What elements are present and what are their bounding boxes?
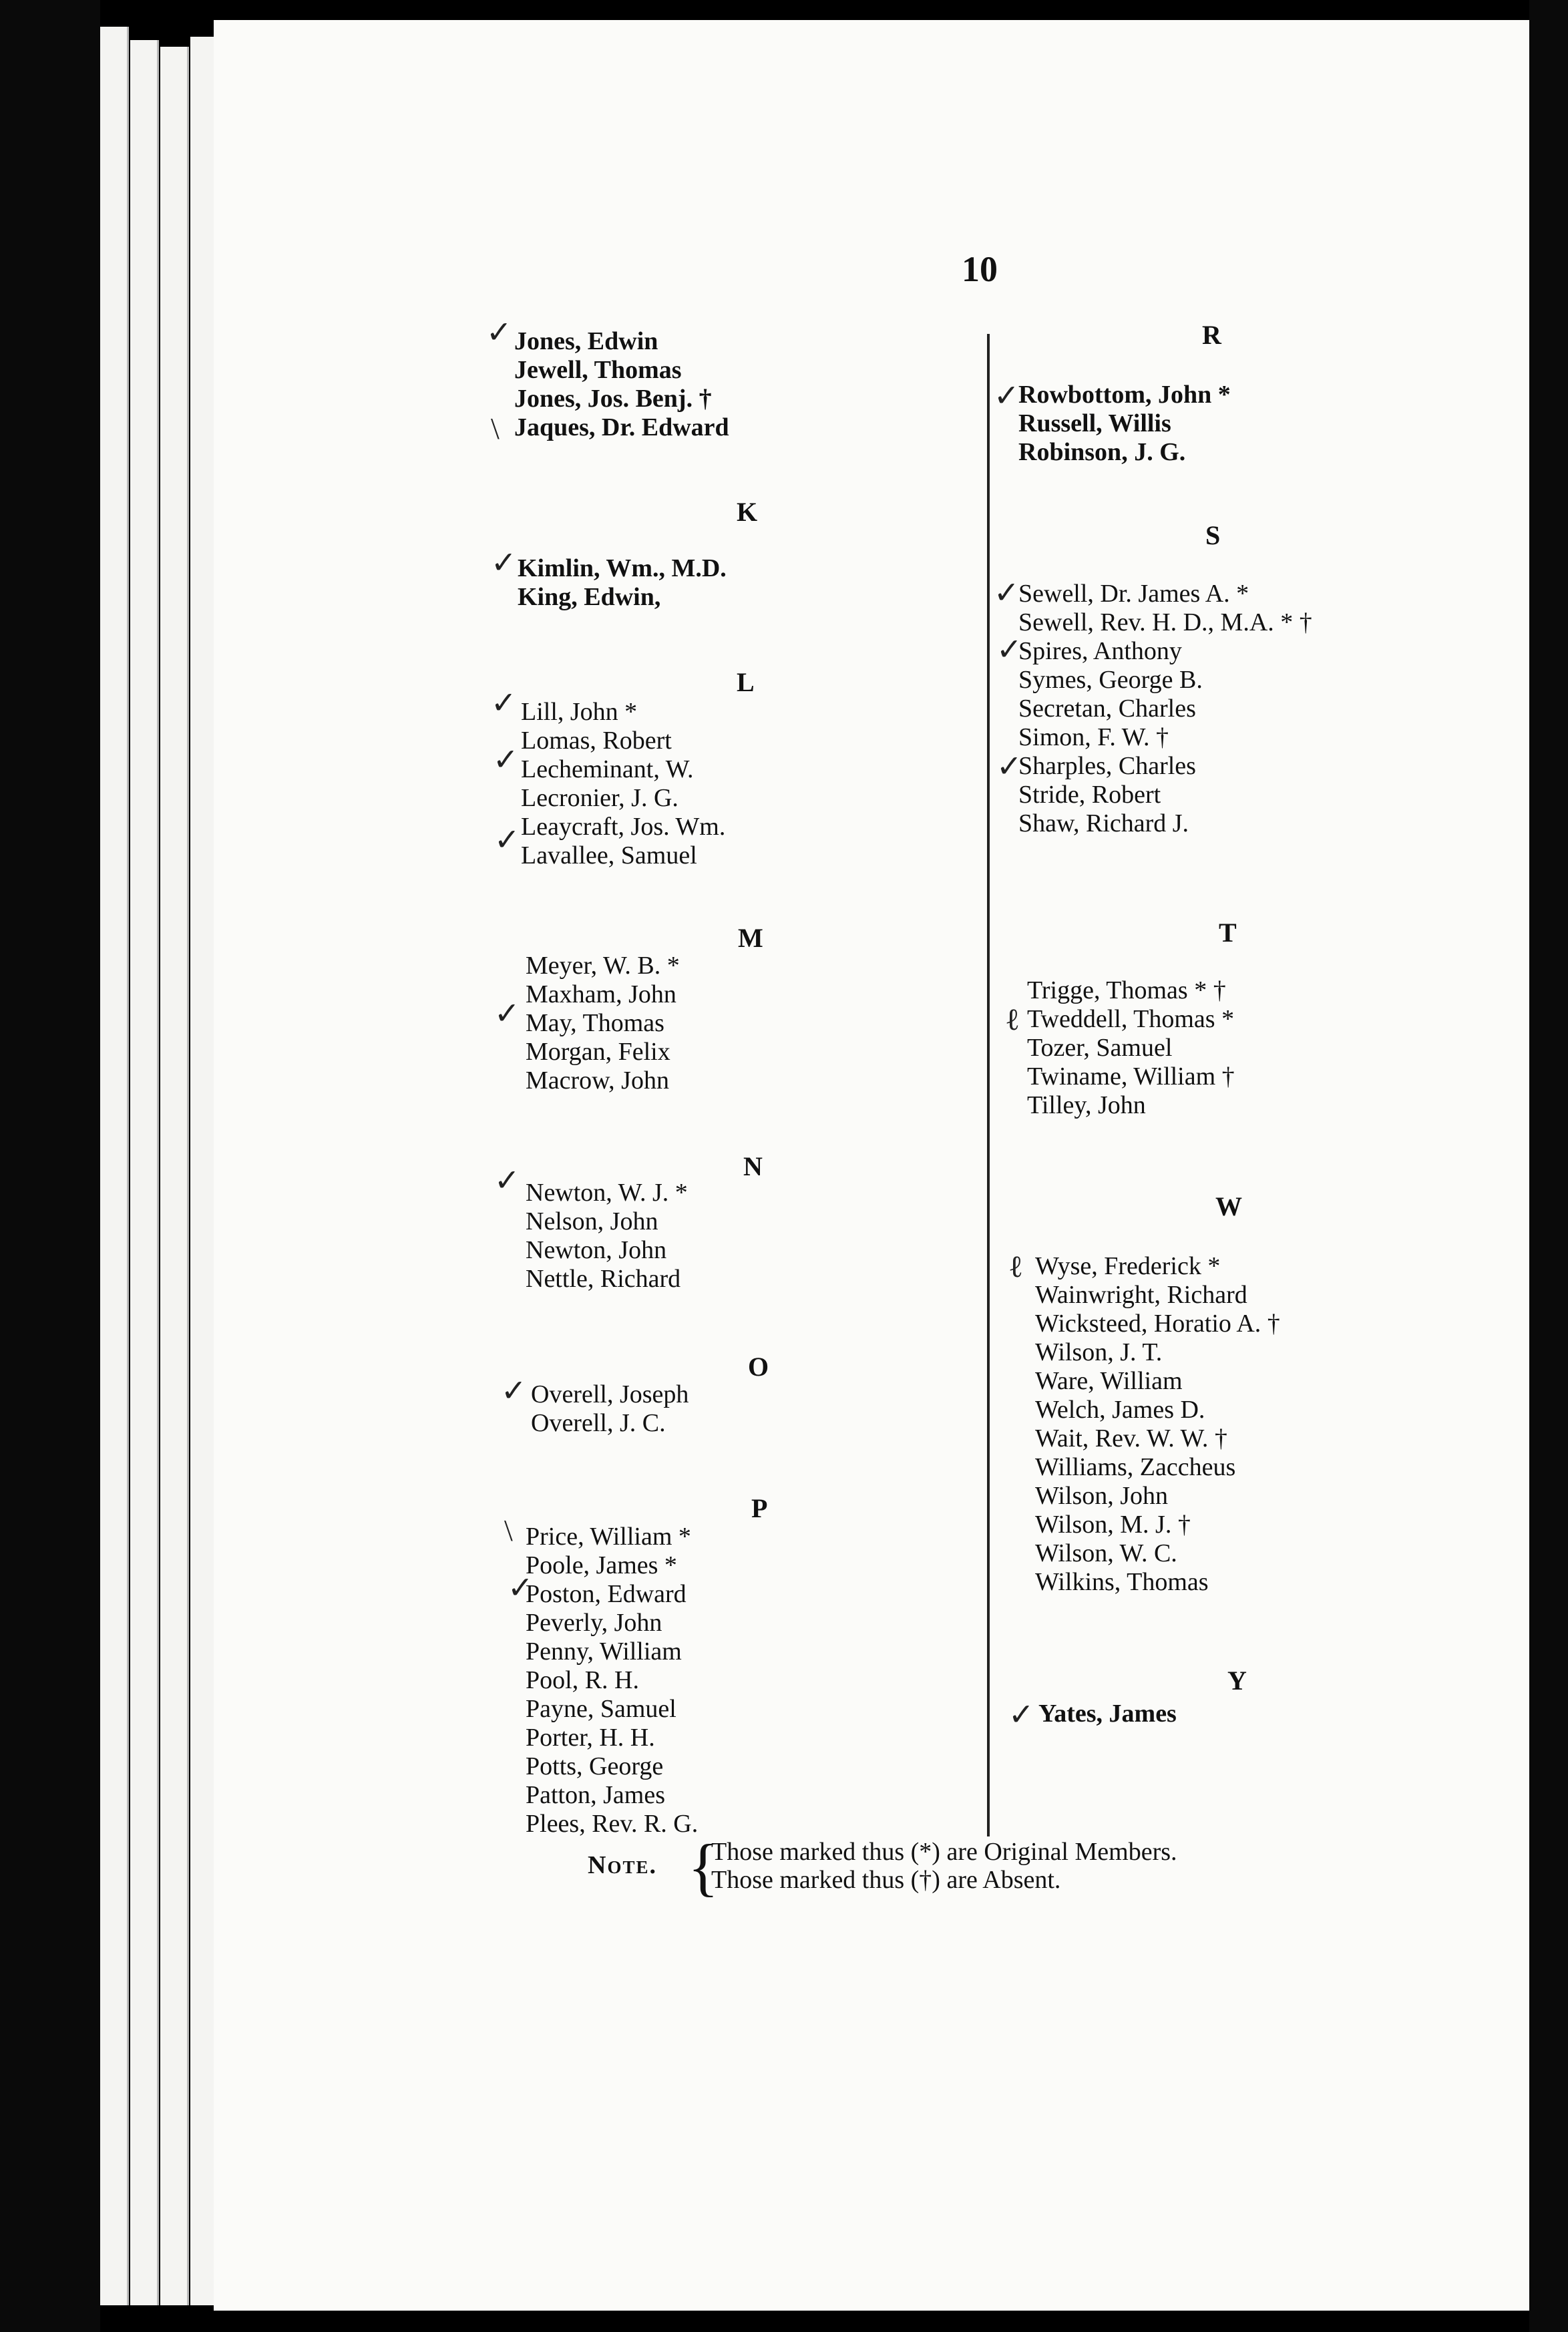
column-divider [987, 334, 990, 1836]
check-mark-icon: ✓ [994, 379, 1020, 413]
list-item: Tozer, Samuel [1027, 1034, 1173, 1062]
list-item: Symes, George B. [1018, 666, 1203, 694]
list-item: Penny, William [526, 1637, 682, 1666]
check-mark-icon: ✓ [494, 1163, 520, 1197]
right-margin-strip [1529, 0, 1568, 2332]
list-item: Jewell, Thomas [514, 356, 682, 384]
list-item: Secretan, Charles [1018, 695, 1196, 723]
check-mark-icon: ✓ [494, 996, 520, 1030]
check-mark-icon: ✓ [486, 315, 512, 349]
note-line-original-members: Those marked thus (*) are Original Members. [711, 1838, 1177, 1866]
list-item: Porter, H. H. [526, 1724, 655, 1752]
section-letter-s: S [1205, 520, 1221, 550]
list-item: Payne, Samuel [526, 1695, 676, 1723]
list-item: Trigge, Thomas * † [1027, 976, 1226, 1004]
check-mark-icon: ✓ [491, 546, 517, 580]
section-letter-l: L [737, 667, 755, 697]
list-item: Lecronier, J. G. [521, 784, 678, 812]
list-item: Potts, George [526, 1752, 664, 1780]
list-item: Jones, Jos. Benj. † [514, 385, 712, 413]
check-mark-icon: ✓ [1008, 1698, 1034, 1732]
list-item: Maxham, John [526, 980, 676, 1008]
list-item: Stride, Robert [1018, 781, 1161, 809]
list-item: Russell, Willis [1018, 409, 1171, 437]
check-mark-icon: ✓ [501, 1374, 527, 1408]
check-mark-icon: ✓ [996, 632, 1022, 666]
page-number: 10 [962, 249, 998, 289]
list-item: Robinson, J. G. [1018, 438, 1186, 466]
list-item: Yates, James [1038, 1700, 1177, 1728]
list-item: Wilson, John [1035, 1482, 1169, 1510]
section-letter-o: O [748, 1352, 769, 1382]
note-lines [711, 1838, 1177, 1894]
list-item: Sewell, Dr. James A. * [1018, 580, 1249, 608]
list-item: Nettle, Richard [526, 1265, 681, 1293]
list-item: Plees, Rev. R. G. [526, 1810, 699, 1838]
section-letter-t: T [1219, 918, 1237, 948]
check-mark-icon: ✓ [494, 823, 520, 857]
check-mark-icon: ✓ [493, 743, 519, 777]
list-item: Rowbottom, John * [1018, 381, 1231, 409]
list-item: Williams, Zaccheus [1035, 1453, 1236, 1481]
document-page [214, 20, 1529, 2311]
list-item: Sewell, Rev. H. D., M.A. * † [1018, 608, 1312, 636]
list-item: Wainwright, Richard [1035, 1281, 1247, 1309]
list-item: Wicksteed, Horatio A. † [1035, 1310, 1280, 1338]
list-item: Price, William * [526, 1523, 691, 1551]
check-mark-icon: \ [504, 1513, 513, 1547]
check-mark-icon: ℓ [1008, 1249, 1024, 1284]
list-item: Tilley, John [1027, 1091, 1146, 1119]
page-edge [160, 47, 189, 2305]
section-letter-p: P [751, 1493, 768, 1523]
page-edge [100, 27, 129, 2305]
list-item: Spires, Anthony [1018, 637, 1182, 665]
note-label: Note. [588, 1851, 657, 1879]
list-item: Macrow, John [526, 1066, 669, 1095]
list-item: Lecheminant, W. [521, 755, 694, 783]
page-edge [190, 37, 216, 2305]
section-letter-y: Y [1227, 1666, 1247, 1696]
list-item: Wilkins, Thomas [1035, 1568, 1209, 1596]
note-line-absent: Those marked thus (†) are Absent. [711, 1866, 1061, 1894]
list-item: Newton, John [526, 1236, 667, 1264]
list-item: Simon, F. W. † [1018, 723, 1169, 751]
page-edge [130, 40, 159, 2305]
list-item: Lavallee, Samuel [521, 841, 697, 869]
section-letter-k: K [737, 497, 758, 527]
list-item: Kimlin, Wm., M.D. [518, 554, 727, 582]
list-item: Jones, Edwin [514, 327, 658, 355]
list-item: Wilson, M. J. † [1035, 1511, 1191, 1539]
list-item: Nelson, John [526, 1207, 658, 1235]
check-mark-icon: ✓ [491, 686, 517, 720]
list-item: King, Edwin, [518, 583, 661, 611]
list-item: Leaycraft, Jos. Wm. [521, 813, 726, 841]
check-mark-icon: ✓ [994, 576, 1020, 610]
list-item: Wilson, J. T. [1035, 1338, 1163, 1366]
list-item: Tweddell, Thomas * [1027, 1005, 1235, 1033]
list-item: Sharples, Charles [1018, 752, 1196, 780]
list-item: Wait, Rev. W. W. † [1035, 1424, 1227, 1452]
list-item: Overell, J. C. [531, 1409, 666, 1437]
list-item: May, Thomas [526, 1009, 664, 1037]
list-item: Lomas, Robert [521, 727, 672, 755]
check-mark-icon: ✓ [508, 1571, 534, 1605]
list-item: Welch, James D. [1035, 1396, 1205, 1424]
list-item: Jaques, Dr. Edward [514, 413, 729, 441]
check-mark-icon: ✓ [996, 749, 1022, 783]
section-letter-w: W [1215, 1191, 1242, 1221]
list-item: Meyer, W. B. * [526, 952, 680, 980]
list-item: Patton, James [526, 1781, 665, 1809]
list-item: Wyse, Frederick * [1035, 1252, 1221, 1280]
section-letter-r: R [1202, 320, 1221, 350]
list-item: Poston, Edward [526, 1580, 687, 1608]
section-letter-n: N [743, 1151, 763, 1181]
section-letter-m: M [738, 923, 763, 953]
check-mark-icon: ℓ [1005, 1002, 1020, 1036]
list-item: Twiname, William † [1027, 1062, 1235, 1091]
list-item: Peverly, John [526, 1609, 662, 1637]
list-item: Pool, R. H. [526, 1666, 639, 1694]
brace-icon: { [688, 1831, 719, 1903]
list-item: Ware, William [1035, 1367, 1183, 1395]
check-mark-icon: \ [491, 411, 500, 445]
list-item: Overell, Joseph [531, 1380, 689, 1408]
list-item: Shaw, Richard J. [1018, 809, 1189, 837]
list-item: Morgan, Felix [526, 1038, 670, 1066]
list-item: Wilson, W. C. [1035, 1539, 1177, 1567]
book-spine [0, 0, 100, 2332]
list-item: Lill, John * [521, 698, 638, 726]
list-item: Poole, James * [526, 1551, 677, 1579]
list-item: Newton, W. J. * [526, 1179, 688, 1207]
